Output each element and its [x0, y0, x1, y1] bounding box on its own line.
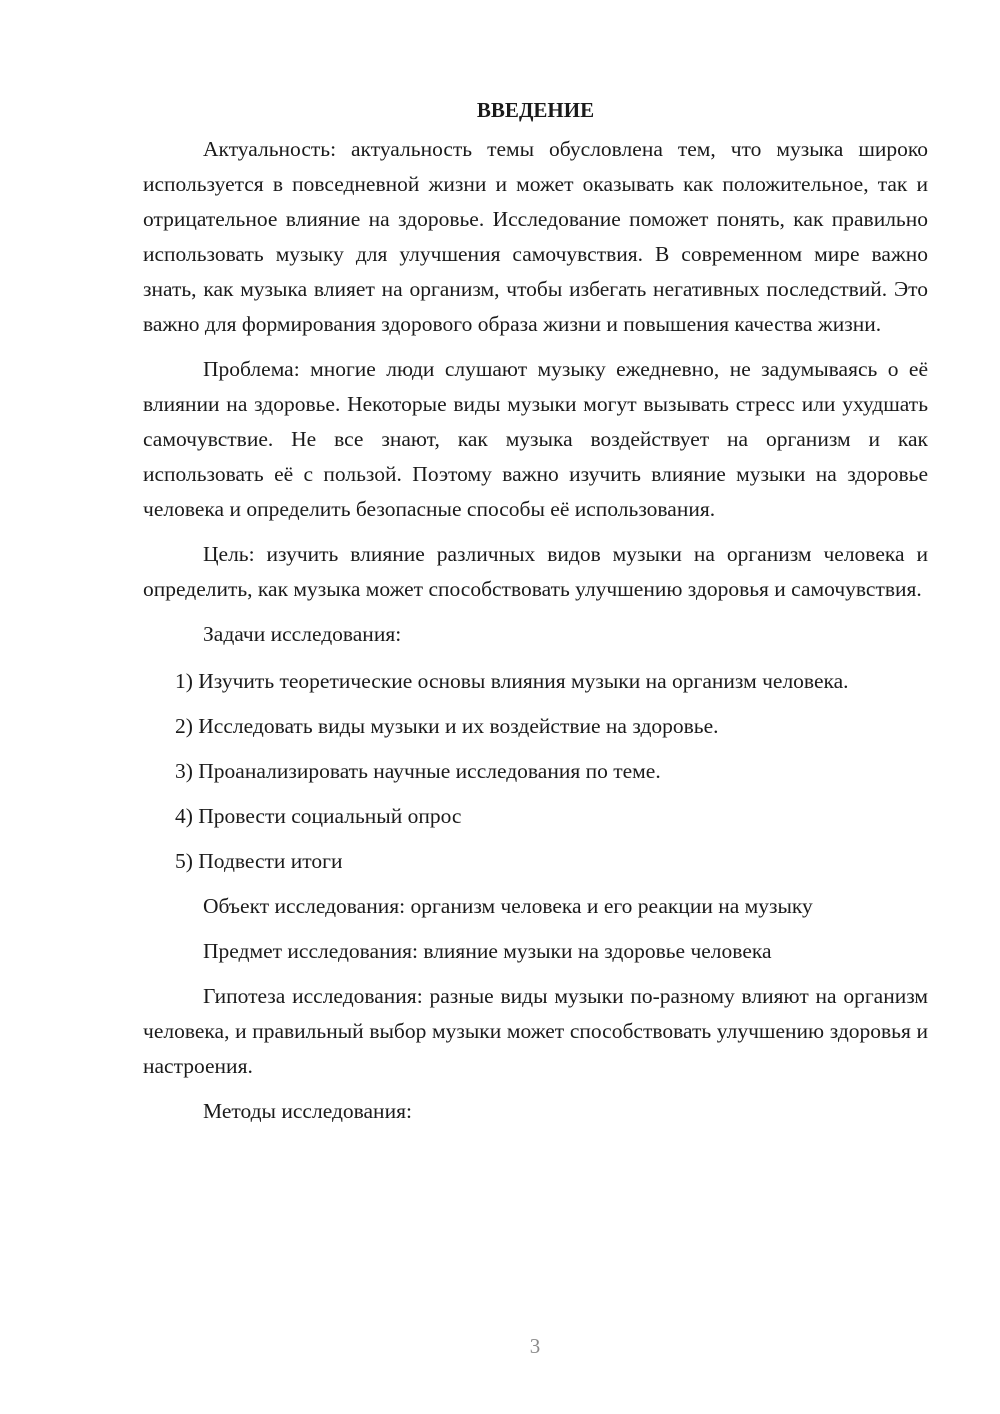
- relevance-paragraph: Актуальность: актуальность темы обусловлена тем, что музыка широко используется в повседневной жизни и может оказывать как положительное, так и отрицательное влияние на здоровье. Исследование поможет понять, как правильно использовать музыку для улучшения самочувствия. В современном мире важно знать, как музыка влияет на организм, чтобы избегать негативных последствий. Это важно для формирования здорового образа жизни и повышения качества жизни.: [143, 137, 928, 336]
- document-page: [143, 92, 928, 1129]
- methods-heading: Методы исследования:: [203, 1099, 412, 1123]
- task-item-4: 4) Провести социальный опрос: [175, 804, 462, 828]
- goal-paragraph: Цель: изучить влияние различных видов музыки на организм человека и определить, как музыка может способствовать улучшению здоровья и самочувствия.: [143, 542, 928, 601]
- task-item-3: 3) Проанализировать научные исследования по теме.: [175, 759, 661, 783]
- tasks-heading: Задачи исследования:: [203, 622, 402, 646]
- task-item-1: 1) Изучить теоретические основы влияния музыки на организм человека.: [175, 669, 849, 693]
- object-paragraph: Объект исследования: организм человека и его реакции на музыку: [203, 894, 813, 918]
- task-item-5: 5) Подвести итоги: [175, 849, 343, 873]
- task-item-2: 2) Исследовать виды музыки и их воздействие на здоровье.: [175, 714, 719, 738]
- subject-paragraph: Предмет исследования: влияние музыки на здоровье человека: [203, 939, 772, 963]
- hypothesis-paragraph: Гипотеза исследования: разные виды музыки по-разному влияют на организм человека, и правильный выбор музыки может способствовать улучшению здоровья и настроения.: [143, 984, 928, 1078]
- page-title: ВВЕДЕНИЕ: [476, 98, 595, 122]
- page-number: 3: [529, 1334, 541, 1358]
- problem-paragraph: Проблема: многие люди слушают музыку ежедневно, не задумываясь о её влиянии на здоровье. Некоторые виды музыки могут вызывать стресс или ухудшать самочувствие. Не все знают, как музыка воздействует на организм и как использовать её с пользой. Поэтому важно изучить влияние музыки на здоровье человека и определить безопасные способы её использования.: [143, 357, 928, 521]
